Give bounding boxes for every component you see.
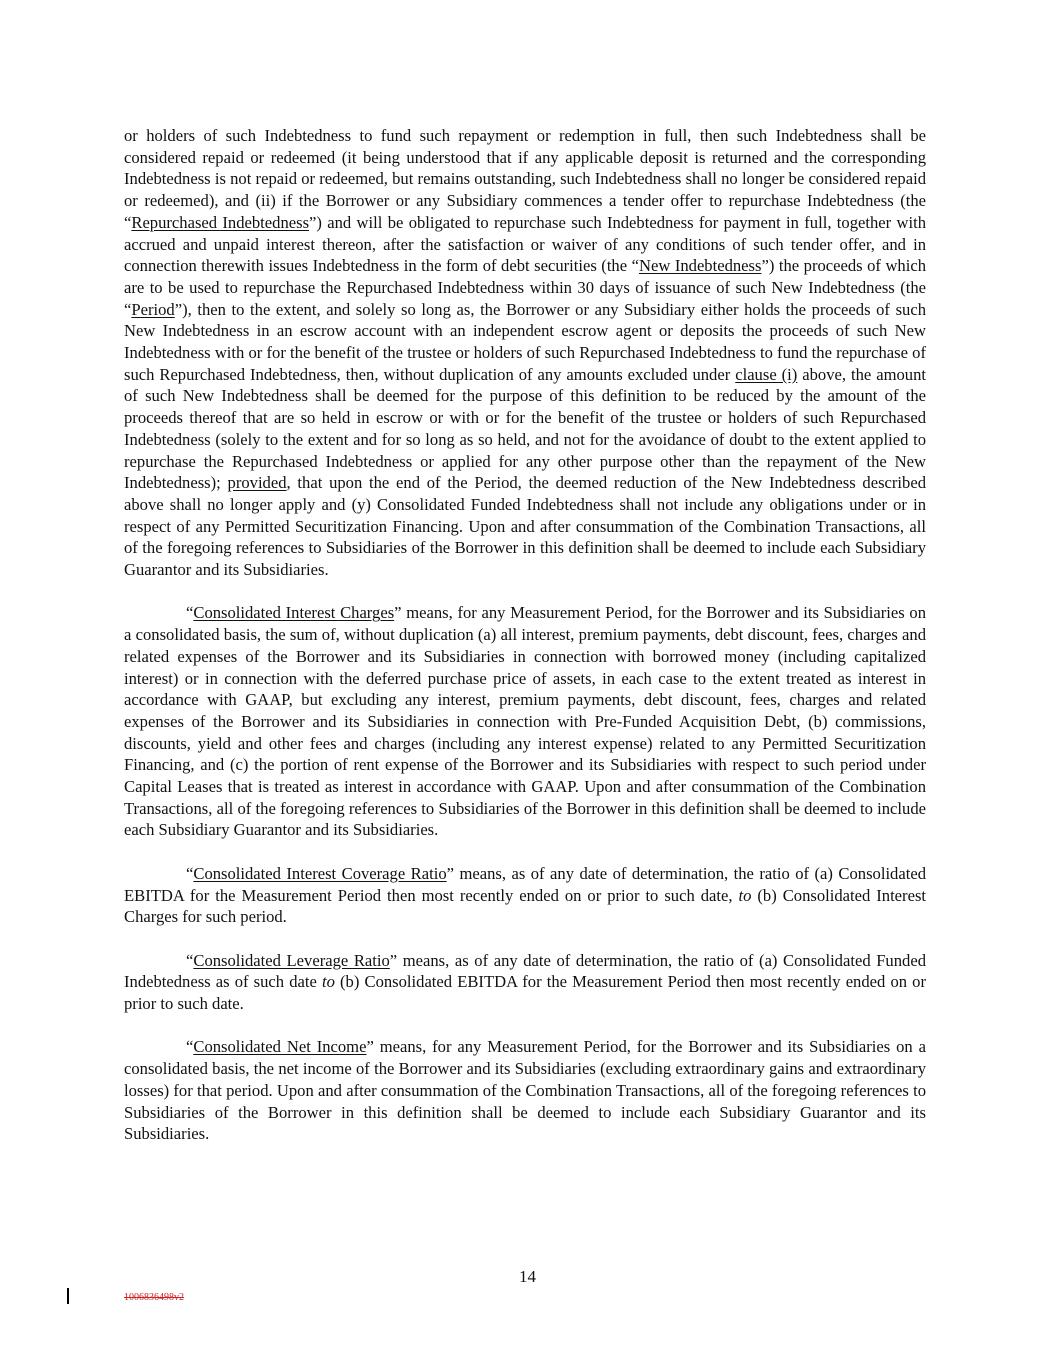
defined-term-repurchased-indebtedness: Repurchased Indebtedness bbox=[131, 212, 310, 232]
definition-text: (b) Consolidated Interest Charges for such period. bbox=[124, 885, 927, 927]
paragraph-text: ”), then to the extent, and solely so long as, the Borrower or any Subsidiary either holds the proceeds of such New Indebtedness in an escrow account with an independent escrow agent or deposits the proceeds of such New Indebtedness with or for the benefit of the trustee or holders of such Repurchased Indebtedness to fund the repurchase of such Repurchased Indebtedness, then, without duplication of any amounts excluded under bbox=[124, 299, 926, 384]
page-number: 14 bbox=[519, 1267, 536, 1286]
italic-to: to bbox=[738, 885, 752, 905]
defined-term: Consolidated Leverage Ratio bbox=[193, 950, 390, 970]
provided-term: provided bbox=[227, 473, 287, 493]
definition-text: ” means, for any Measurement Period, for the Borrower and its Subsidiaries on a consolidated basis, the net income of the Borrower and its Subsidiaries (excluding extraordinary gains and extraordinary losses) for that period. Upon and after consummation of the Combination Transactions, all of the foregoing references to Subsidiaries of the Borrower in this definition shall be deemed to include each Subsidiary Guarantor and its Subsidiaries. bbox=[124, 1037, 926, 1144]
paragraph-text: or holders of such Indebtedness to fund such repayment or redemption in full, then such Indebtedness shall be considered repaid or redeemed (it being understood that if any applicable deposit is returned and the corresponding Indebtedness is not repaid or redeemed, but remains outstanding, such Indebtedness shall no longer be considered repaid or redeemed), and (ii) if the Borrower or any Subsidiary commences a tender offer to repurchase Indebtedness (the “ bbox=[124, 126, 926, 232]
defined-term-period: Period bbox=[131, 299, 175, 319]
open-quote: “ bbox=[186, 863, 194, 883]
clause-reference: clause (i) bbox=[735, 364, 798, 384]
paragraph-text: above, the amount of such New Indebtedness shall be deemed for the purpose of this definition to be reduced by the amount of the proceeds thereof that are so held in escrow or with or for the benefit of the trustee or holders of such Repurchased Indebtedness (solely to the extent and for so long as so held, and not for the avoidance of doubt to the extent applied to repurchase the Repurchased Indebtedness or applied for any other purpose other than the repayment of the New Indebtedness); bbox=[124, 364, 927, 493]
paragraph-text: , that upon the end of the Period, the deemed reduction of the New Indebtedness described above shall no longer apply and (y) Consolidated Funded Indebtedness shall not include any obligations under or in respect of any Permitted Securitization Financing. Upon and after consummation of the Combination Transactions, all of the foregoing references to Subsidiaries of the Borrower in this definition shall be deemed to include each Subsidiary Guarantor and its Subsidiaries. bbox=[124, 473, 926, 580]
definition-text: ” means, as of any date of determination, the ratio of (a) Consolidated Funded Indebtedness as of such date bbox=[124, 950, 926, 992]
defined-term-new-indebtedness: New Indebtedness bbox=[638, 256, 762, 276]
definition-consolidated-net-income bbox=[124, 1036, 926, 1145]
change-bar bbox=[67, 1288, 69, 1304]
open-quote: “ bbox=[186, 603, 194, 623]
paragraph-indebtedness-continuation bbox=[124, 125, 926, 581]
definition-consolidated-interest-charges bbox=[124, 602, 926, 841]
definition-text: ” means, as of any date of determination, the ratio of (a) Consolidated EBITDA for the Measurement Period then most recently ended on or prior to such date, bbox=[124, 863, 926, 905]
open-quote: “ bbox=[186, 1037, 194, 1057]
document-body bbox=[124, 125, 926, 1167]
definition-text: (b) Consolidated EBITDA for the Measurement Period then most recently ended on or prior to such date. bbox=[124, 972, 926, 1014]
paragraph-text: ”) the proceeds of which are to be used to repurchase the Repurchased Indebtedness within 30 days of issuance of such New Indebtedness (the “ bbox=[124, 256, 927, 319]
document-id: 1006836498v2 bbox=[124, 1292, 184, 1303]
definition-consolidated-leverage-ratio bbox=[124, 950, 926, 1015]
defined-term: Consolidated Interest Charges bbox=[193, 603, 395, 623]
open-quote: “ bbox=[186, 950, 194, 970]
definition-consolidated-interest-coverage-ratio bbox=[124, 863, 926, 928]
defined-term: Consolidated Interest Coverage Ratio bbox=[193, 863, 447, 883]
paragraph-text: ”) and will be obligated to repurchase such Indebtedness for payment in full, together with accrued and unpaid interest thereon, after the satisfaction or waiver of any conditions of such tender offer, and in connection therewith issues Indebtedness in the form of debt securities (the “ bbox=[124, 212, 927, 276]
definition-text: ” means, for any Measurement Period, for the Borrower and its Subsidiaries on a consolidated basis, the sum of, without duplication (a) all interest, premium payments, debt discount, fees, charges and related expenses of the Borrower and its Subsidiaries in connection with borrowed money (including capitalized interest) or in connection with the deferred purchase price of assets, in each case to the extent treated as interest in accordance with GAAP, but excluding any interest, premium payments, debt discount, fees, charges and related expenses of the Borrower and its Subsidiaries in connection with Pre-Funded Acquisition Debt, (b) commissions, discounts, yield and other fees and charges (including any interest expense) related to any Permitted Securitization Financing, and (c) the portion of rent expense of the Borrower and its Subsidiaries with respect to such period under Capital Leases that is treated as interest in accordance with GAAP. Upon and after consummation of the Combination Transactions, all of the foregoing references to Subsidiaries of the Borrower in this definition shall be deemed to include each Subsidiary Guarantor and its Subsidiaries. bbox=[124, 603, 927, 840]
italic-to: to bbox=[321, 972, 335, 992]
defined-term: Consolidated Net Income bbox=[193, 1037, 367, 1057]
